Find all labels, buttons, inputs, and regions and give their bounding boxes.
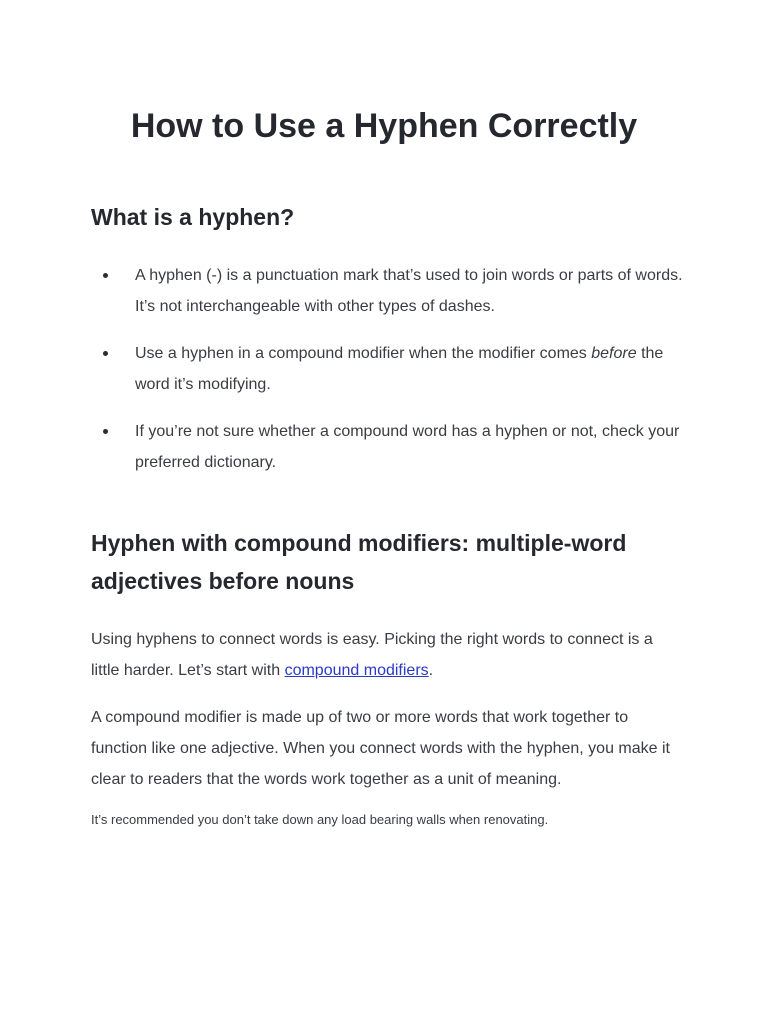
example-sentence: It’s recommended you don’t take down any load bearing walls when renovating. bbox=[91, 812, 549, 827]
compound-modifiers-link[interactable]: compound modifiers bbox=[284, 662, 429, 679]
bullet-text-after: the word it’s modifying. bbox=[135, 345, 664, 393]
list-item bbox=[91, 260, 691, 322]
page-title: How to Use a Hyphen Correctly bbox=[130, 107, 638, 145]
intro-paragraph bbox=[91, 624, 683, 686]
bullet-icon bbox=[103, 429, 108, 434]
section-heading-what-is-a-hyphen: What is a hyphen? bbox=[91, 204, 295, 230]
bullet-text-before: Use a hyphen in a compound modifier when the modifier comes bbox=[135, 345, 592, 362]
bullet-text-emphasis: before bbox=[591, 345, 637, 362]
bullet-text: If you’re not sure whether a compound word has a hyphen or not, check your preferred dictionary. bbox=[135, 423, 680, 471]
list-item bbox=[91, 416, 691, 478]
list-item bbox=[91, 338, 691, 400]
paragraph-text-after: . bbox=[428, 662, 434, 679]
definition-paragraph: A compound modifier is made up of two or more words that work together to function like one adjective. When you connect words with the hyphen, you make it clear to readers that the words work together as a unit of meaning. bbox=[91, 709, 670, 788]
paragraph-text-before: Using hyphens to connect words is easy. Picking the right words to connect is a little harder. Let’s start with bbox=[91, 631, 653, 679]
hyphen-bullet-list bbox=[91, 260, 691, 494]
bullet-icon bbox=[103, 273, 108, 278]
bullet-text: A hyphen (-) is a punctuation mark that’s used to join words or parts of words. It’s not interchangeable with other types of dashes. bbox=[135, 267, 683, 315]
section-heading-compound-modifiers: Hyphen with compound modifiers: multiple-word adjectives before nouns bbox=[91, 530, 627, 594]
bullet-icon bbox=[103, 351, 108, 356]
